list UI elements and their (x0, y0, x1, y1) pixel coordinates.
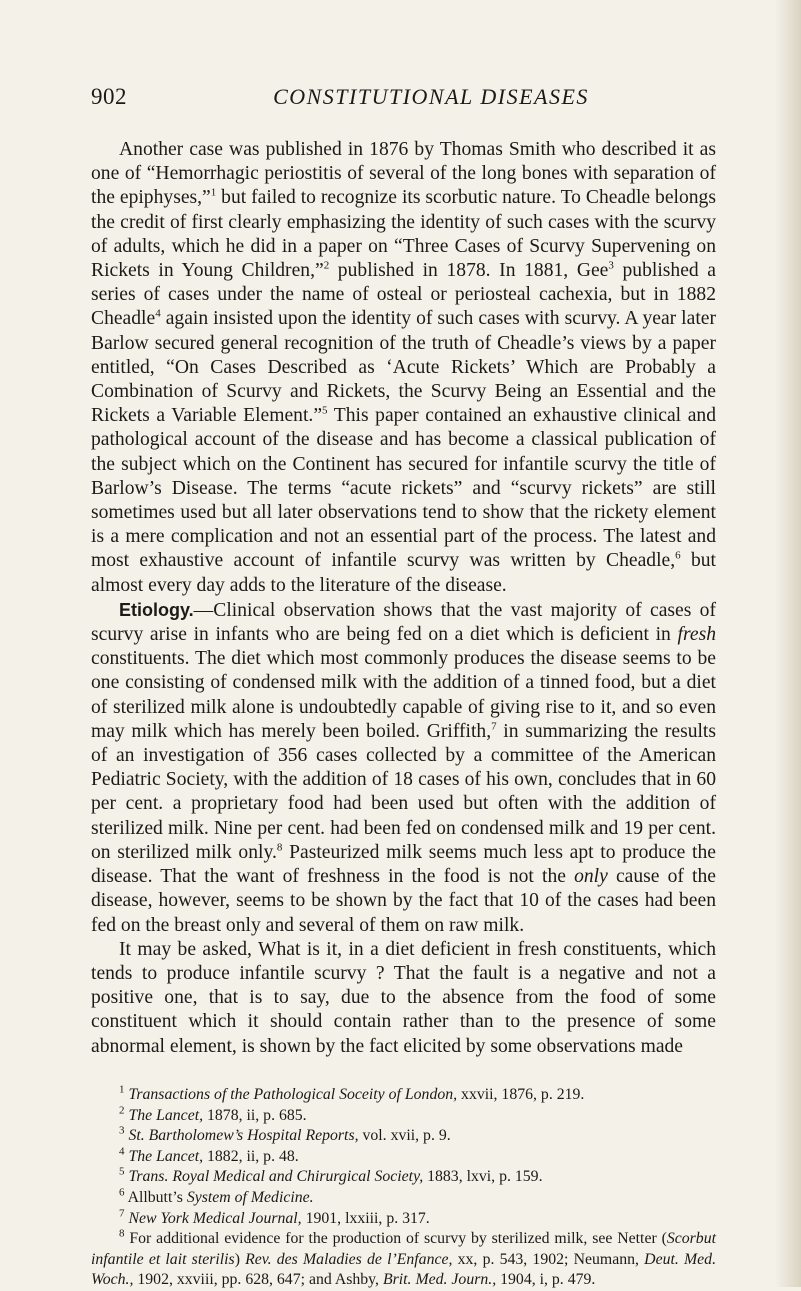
page-header (91, 84, 716, 114)
footnote-number: 8 (119, 1227, 125, 1240)
citation-text: xx, p. 543, 1902; Neumann, (452, 1250, 645, 1268)
text-run: Pasteurized milk seems much less apt to produce the disease. That the want of freshness in the food is not the (91, 841, 716, 888)
citation-text: ) (234, 1250, 246, 1268)
footnote (91, 1209, 716, 1230)
citation-details: xxvii, 1876, p. 219. (457, 1086, 585, 1103)
text-run: Another case was published in 1876 by Thomas Smith who described it as one of “Hemorrhagic periostitis of several of the long bones with separation of the epiphyses,” (91, 139, 716, 209)
footnote-ref: 7 (491, 720, 497, 733)
footnote-number: 2 (119, 1104, 125, 1117)
paragraph-history (91, 138, 716, 598)
footnote (91, 1167, 716, 1188)
citation-title: System of Medicine. (186, 1188, 314, 1206)
text-run: published a series of cases under the name of osteal or periosteal cachexia, but in 1882 Cheadle (91, 260, 716, 330)
citation-title: The Lancet, (128, 1147, 204, 1165)
footnote (91, 1229, 716, 1291)
footnote-ref: 6 (675, 549, 681, 562)
text-run: but failed to recognize its scorbutic nature. To Cheadle belongs the credit of first clearly emphasizing the identity of such cases with the scurvy of adults, which he did in a paper on “Three Cases of Scurvy Supervening on Rickets in Young Children,” (91, 187, 716, 282)
citation-title: Brit. Med. Journ., (382, 1271, 497, 1289)
page-edge-shadow (775, 0, 801, 1287)
citation-details: 1883, lxvi, p. 159. (423, 1168, 543, 1186)
emphasis: only (574, 866, 608, 888)
citation-details: 1901, lxxiii, p. 317. (301, 1209, 430, 1227)
paragraph-etiology (91, 598, 716, 938)
paragraph-question: It may be asked, What is it, in a diet deficient in fresh constituents, which tends to produce infantile scurvy ? That the fault is a negative and not a positive one, that is to say, due to the absence from the food of some constituent which it should contain rather than to the presence of some abnormal element, is shown by the fact elicited by some observations made (91, 938, 716, 1057)
footnote-ref: 2 (323, 259, 330, 272)
citation-text: 1904, i, p. 479. (496, 1271, 596, 1289)
footnote-number: 7 (119, 1207, 125, 1220)
text-run: constituents. The diet which most commonly produces the disease seems to be one consisting of condensed milk with the addition of a tinned food, but a diet of sterilized milk alone is undoubtedly capable of giving rise to it, and so even may milk which has merely been boiled. Griffith, (91, 648, 716, 742)
footnote-number: 5 (119, 1166, 125, 1179)
emphasis: fresh (677, 624, 716, 646)
footnote-ref: 8 (276, 841, 283, 854)
footnote-number: 3 (119, 1124, 125, 1137)
footnote-number: 4 (119, 1145, 125, 1158)
body-text (91, 138, 716, 1059)
citation-title: St. Bartholomew’s Hospital Reports, (128, 1127, 359, 1145)
footnote (91, 1085, 716, 1106)
citation-title: Deut. Med. Woch., (91, 1250, 717, 1289)
citation-details: 1882, ii, p. 48. (203, 1147, 299, 1165)
footnote-ref: 5 (322, 404, 328, 417)
citation-details: vol. xvii, p. 9. (358, 1127, 451, 1145)
footnote (91, 1106, 716, 1127)
citation-title: The Lancet, (128, 1106, 204, 1124)
page-number: 902 (91, 84, 127, 109)
text-run: cause of the disease, however, seems to be shown by the fact that 10 of the cases had been fed on the breast only and several of them on raw milk. (91, 866, 716, 936)
text-run: again insisted upon the identity of such cases with scurvy. A year later Barlow secured general recognition of the truth of Cheadle’s views by a paper entitled, “On Cases Described as ‘Acute Rickets’ Which are Probably a Combination of Scurvy and Rickets, the Scurvy Being an Essential and the Rickets a Variable Element.” (91, 308, 716, 427)
citation-title: Rev. des Maladies de l’Enfance, (245, 1250, 453, 1268)
footnote-number: 6 (119, 1186, 125, 1199)
citation-text: For additional evidence for the production of scurvy by sterilized milk, see Netter ( (129, 1230, 667, 1248)
running-title: CONSTITUTIONAL DISEASES (273, 84, 589, 109)
text-run: This paper contained an exhaustive clinical and pathological account of the disease and has become a classical publication of the subject which on the Continent has secured for infantile scurvy the title of Barlow’s Disease. The terms “acute rickets” and “scurvy rickets” are still sometimes used but all later observations tend to show that the rickety element is a mere complication and not an essential part of the process. The latest and most exhaustive account of infantile scurvy was written by Cheadle, (91, 405, 717, 572)
text-run: —Clinical observation shows that the vast majority of cases of scurvy arise in infants who are being fed on a diet which is deficient in (91, 599, 716, 646)
text-run: in summarizing the results of an investigation of 356 cases collected by a committee of the American Pediatric Society, with the addition of 18 cases of his own, concludes that in 60 per cent. a proprietary food had been used but often with the addition of sterilized milk. Nine per cent. had been fed on condensed milk and 19 per cent. on sterilized milk only. (91, 720, 717, 863)
citation-text: 1902, xxviii, pp. 628, 647; and Ashby, (133, 1271, 383, 1289)
citation-author: Allbutt’s (127, 1188, 187, 1206)
footnote (91, 1126, 716, 1147)
text-run: published in 1878. In 1881, Gee (329, 260, 609, 282)
footnote (91, 1188, 716, 1209)
citation-title: Scorbut infantile et lait sterilis (91, 1230, 716, 1268)
footnote-ref: 1 (210, 186, 217, 199)
footnotes (91, 1085, 716, 1291)
footnote-ref: 3 (608, 259, 614, 272)
citation-title: Transactions of the Pathological Soceity of London, (128, 1086, 458, 1103)
citation-title: New York Medical Journal, (128, 1209, 302, 1227)
footnote-ref: 4 (155, 307, 161, 320)
text-run: but almost every day adds to the literature of the disease. (91, 550, 716, 596)
footnote-number: 1 (119, 1083, 125, 1096)
section-heading-etiology: Etiology. (119, 599, 194, 620)
citation-details: 1878, ii, p. 685. (203, 1106, 307, 1124)
footnote (91, 1147, 716, 1168)
citation-title: Trans. Royal Medical and Chirurgical Society, (128, 1168, 424, 1186)
